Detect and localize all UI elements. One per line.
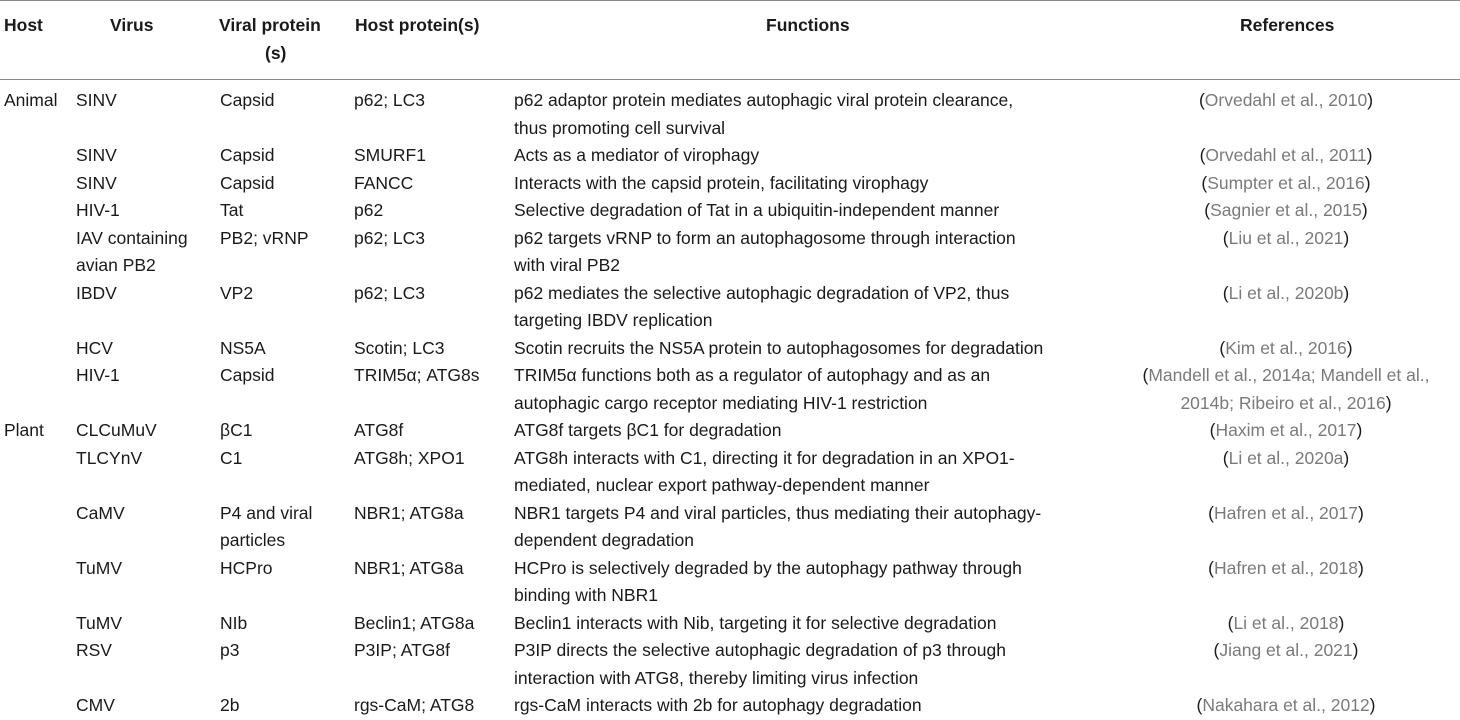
header-references: References [1240, 15, 1335, 35]
function-cell-line: Beclin1 interacts with Nib, targeting it for selective degradation [514, 612, 997, 633]
virus-cell-line: HIV-1 [76, 200, 120, 220]
reference-cell-line: (Orvedahl et al., 2010) [1198, 90, 1374, 110]
function-cell-line: interaction with ATG8, thereby limiting virus infection [514, 667, 919, 688]
function-cell-line: NBR1 targets P4 and viral particles, thus mediating their autophagy- [514, 502, 1042, 523]
virus-cell-line: SINV [76, 172, 117, 193]
viral-protein-cell [220, 197, 350, 225]
function-cell-line: binding with NBR1 [514, 585, 658, 605]
host-protein-cell [354, 280, 510, 308]
virus-cell [76, 637, 216, 665]
function-cell-line: p62 adaptor protein mediates autophagic viral protein clearance, [514, 90, 1014, 110]
viral-protein-cell [220, 280, 350, 308]
reference-cell [1114, 142, 1458, 170]
header-functions: Functions [766, 15, 850, 35]
reference-cell [1114, 610, 1458, 638]
table-row [0, 445, 1460, 500]
host-protein-cell-line: p62; LC3 [354, 282, 426, 303]
header-viral-protein-line1: Viral protein [219, 15, 321, 35]
reference-cell [1114, 335, 1458, 363]
function-cell [514, 555, 1114, 610]
header-rule [0, 79, 1460, 80]
virus-cell [76, 555, 216, 583]
virus-cell [76, 417, 216, 445]
table-row [0, 280, 1460, 335]
viral-protein-cell-line: 2b [220, 695, 240, 715]
table-row [0, 500, 1460, 555]
function-cell [514, 417, 1114, 445]
reference-cell [1114, 225, 1458, 253]
viral-protein-cell [220, 362, 350, 390]
virus-cell-line: TLCYnV [76, 447, 143, 468]
virus-cell [76, 362, 216, 390]
header-viral-protein-line2: (s) [265, 43, 287, 63]
virus-cell-line: TuMV [76, 557, 123, 578]
viral-protein-cell [220, 610, 350, 638]
host-protein-cell-line: rgs-CaM; ATG8 [354, 695, 475, 715]
host-protein-cell [354, 637, 510, 665]
viral-protein-cell-line: Capsid [220, 90, 275, 110]
reference-cell-line: (Orvedahl et al., 2011) [1199, 145, 1373, 165]
table-row [0, 225, 1460, 280]
reference-cell-line: (Mandell et al., 2014a; Mandell et al., [1142, 365, 1430, 385]
function-cell [514, 610, 1114, 638]
viral-protein-cell-line: Capsid [220, 172, 275, 193]
function-cell-line: targeting IBDV replication [514, 310, 713, 330]
function-cell [514, 500, 1114, 555]
reference-cell [1114, 445, 1458, 473]
reference-cell [1114, 87, 1458, 115]
viral-protein-cell [220, 87, 350, 115]
host-protein-cell [354, 362, 510, 390]
function-cell-line: ATG8f targets βC1 for degradation [514, 420, 782, 440]
virus-cell-line: HCV [76, 337, 113, 358]
reference-cell [1114, 170, 1458, 198]
reference-cell-line: (Li et al., 2018) [1227, 612, 1345, 633]
function-cell [514, 692, 1114, 720]
virus-cell-line: RSV [76, 640, 112, 660]
function-cell [514, 142, 1114, 170]
virus-cell [76, 197, 216, 225]
host-protein-cell [354, 142, 510, 170]
viral-protein-cell-line: HCPro [220, 557, 273, 578]
viral-protein-cell-line: Tat [220, 200, 244, 220]
viral-protein-cell [220, 445, 350, 473]
viral-protein-cell [220, 225, 350, 253]
function-cell [514, 445, 1114, 500]
host-protein-cell [354, 555, 510, 583]
reference-cell [1114, 197, 1458, 225]
function-cell-line: P3IP directs the selective autophagic degradation of p3 through [514, 640, 1006, 660]
host-protein-cell-line: Scotin; LC3 [354, 337, 445, 358]
reference-cell [1114, 362, 1458, 417]
function-cell [514, 225, 1114, 280]
viral-protein-cell-line: p3 [220, 640, 240, 660]
virus-cell-line: TuMV [76, 612, 123, 633]
function-cell [514, 170, 1114, 198]
viral-protein-cell-line: Capsid [220, 365, 275, 385]
host-cell [4, 417, 74, 445]
header-host-proteins: Host protein(s) [355, 15, 480, 35]
reference-cell-line: (Kim et al., 2016) [1219, 337, 1353, 358]
host-protein-cell [354, 87, 510, 115]
host-protein-cell-line: SMURF1 [354, 145, 426, 165]
host-protein-cell [354, 225, 510, 253]
viral-protein-cell [220, 417, 350, 445]
function-cell-line: ATG8h interacts with C1, directing it for degradation in an XPO1- [514, 447, 1015, 468]
reference-cell-line: (Sumpter et al., 2016) [1201, 172, 1371, 193]
host-protein-cell-line: p62 [354, 200, 384, 220]
viral-protein-cell-line: NS5A [220, 337, 266, 358]
table-row [0, 335, 1460, 363]
function-cell [514, 362, 1114, 417]
viral-protein-cell-line: VP2 [220, 282, 254, 303]
virus-cell-line: IBDV [76, 282, 117, 303]
viral-protein-cell-line: C1 [220, 447, 243, 468]
host-protein-cell-line: ATG8h; XPO1 [354, 447, 465, 468]
reference-cell-line: (Haxim et al., 2017) [1209, 420, 1363, 440]
host-protein-cell [354, 445, 510, 473]
table-row [0, 362, 1460, 417]
virus-cell [76, 170, 216, 198]
host-protein-cell-line: NBR1; ATG8a [354, 557, 464, 578]
reference-cell-line: (Liu et al., 2021) [1222, 227, 1350, 248]
table-row [0, 170, 1460, 198]
host-protein-cell-line: P3IP; ATG8f [354, 640, 450, 660]
virus-cell [76, 692, 216, 720]
table-row [0, 555, 1460, 610]
reference-cell-line: (Hafren et al., 2017) [1208, 502, 1364, 523]
reference-cell-line: (Li et al., 2020a) [1222, 447, 1350, 468]
viral-protein-cell-line: P4 and viral [220, 502, 313, 523]
function-cell-line: rgs-CaM interacts with 2b for autophagy degradation [514, 695, 922, 715]
function-cell-line: with viral PB2 [514, 255, 621, 275]
virus-cell-line: HIV-1 [76, 365, 120, 385]
function-cell-line: p62 targets vRNP to form an autophagosome through interaction [514, 227, 1016, 248]
function-cell-line: Acts as a mediator of virophagy [514, 145, 760, 165]
viral-protein-cell-line: βC1 [220, 420, 253, 440]
table-row [0, 142, 1460, 170]
virus-cell [76, 142, 216, 170]
reference-cell-line: (Jiang et al., 2021) [1213, 640, 1359, 660]
function-cell-line: autophagic cargo receptor mediating HIV-1 restriction [514, 392, 928, 413]
reference-cell-line: (Sagnier et al., 2015) [1204, 200, 1368, 220]
host-protein-cell-line: p62; LC3 [354, 90, 426, 110]
table-row [0, 610, 1460, 638]
virus-cell-line: SINV [76, 90, 117, 110]
host-protein-cell-line: ATG8f [354, 420, 404, 440]
viral-protein-cell-line: Capsid [220, 145, 275, 165]
table-row [0, 417, 1460, 445]
function-cell [514, 87, 1114, 142]
reference-cell [1114, 555, 1458, 583]
virus-cell [76, 610, 216, 638]
function-cell-line: p62 mediates the selective autophagic degradation of VP2, thus [514, 282, 1010, 303]
host-protein-cell [354, 500, 510, 528]
reference-cell-line: (Hafren et al., 2018) [1208, 557, 1364, 578]
host-cell-line: Animal [4, 90, 58, 110]
viral-protein-cell [220, 637, 350, 665]
function-cell [514, 335, 1114, 363]
virus-cell [76, 280, 216, 308]
viral-protein-cell-line: PB2; vRNP [220, 227, 309, 248]
virus-cell-line: CLCuMuV [76, 420, 157, 440]
virus-cell-line: avian PB2 [76, 255, 156, 275]
table-row [0, 197, 1460, 225]
host-protein-cell [354, 610, 510, 638]
table-row [0, 692, 1460, 720]
host-protein-cell-line: p62; LC3 [354, 227, 426, 248]
function-cell-line: HCPro is selectively degraded by the autophagy pathway through [514, 557, 1022, 578]
reference-cell-line: (Nakahara et al., 2012) [1196, 695, 1376, 715]
reference-cell [1114, 280, 1458, 308]
virus-cell-line: CMV [76, 695, 115, 715]
host-protein-cell-line: NBR1; ATG8a [354, 502, 464, 523]
viral-protein-cell [220, 170, 350, 198]
function-cell-line: mediated, nuclear export pathway-dependent manner [514, 475, 930, 495]
host-protein-cell-line: Beclin1; ATG8a [354, 612, 475, 633]
virus-cell-line: IAV containing [76, 227, 188, 248]
viral-protein-cell [220, 500, 350, 555]
function-cell [514, 637, 1114, 692]
host-protein-cell [354, 692, 510, 720]
virus-cell-line: CaMV [76, 502, 125, 523]
table-row [0, 637, 1460, 692]
header-virus: Virus [110, 15, 154, 35]
viral-protein-cell-line: NIb [220, 612, 248, 633]
reference-cell-line: (Li et al., 2020b) [1222, 282, 1350, 303]
reference-cell [1114, 500, 1458, 528]
host-cell-line: Plant [4, 420, 44, 440]
virus-cell [76, 225, 216, 280]
header-host: Host [4, 15, 43, 35]
reference-cell [1114, 637, 1458, 665]
function-cell [514, 197, 1114, 225]
host-protein-cell [354, 197, 510, 225]
virus-cell-line: SINV [76, 145, 117, 165]
host-protein-cell-line: FANCC [354, 172, 414, 193]
reference-cell-line: 2014b; Ribeiro et al., 2016) [1180, 392, 1392, 413]
viral-protein-cell-line: particles [220, 530, 286, 550]
host-protein-cell [354, 335, 510, 363]
viral-protein-cell [220, 555, 350, 583]
host-protein-cell [354, 170, 510, 198]
virus-cell [76, 335, 216, 363]
reference-cell [1114, 417, 1458, 445]
viral-protein-cell [220, 142, 350, 170]
function-cell [514, 280, 1114, 335]
function-cell-line: Selective degradation of Tat in a ubiquitin-independent manner [514, 200, 1000, 220]
virus-cell [76, 500, 216, 528]
function-cell-line: TRIM5α functions both as a regulator of autophagy and as an [514, 365, 991, 385]
function-cell-line: Interacts with the capsid protein, facilitating virophagy [514, 172, 929, 193]
viral-protein-cell [220, 335, 350, 363]
table-body [0, 87, 1460, 720]
host-protein-cell-line: TRIM5α; ATG8s [354, 365, 480, 385]
function-cell-line: dependent degradation [514, 530, 695, 550]
function-cell-line: Scotin recruits the NS5A protein to autophagosomes for degradation [514, 337, 1044, 358]
host-protein-cell [354, 417, 510, 445]
virus-cell [76, 87, 216, 115]
table-row [0, 87, 1460, 142]
virus-cell [76, 445, 216, 473]
function-cell-line: thus promoting cell survival [514, 117, 726, 138]
viral-protein-cell [220, 692, 350, 720]
reference-cell [1114, 692, 1458, 720]
host-cell [4, 87, 74, 115]
table-header [0, 0, 1460, 79]
